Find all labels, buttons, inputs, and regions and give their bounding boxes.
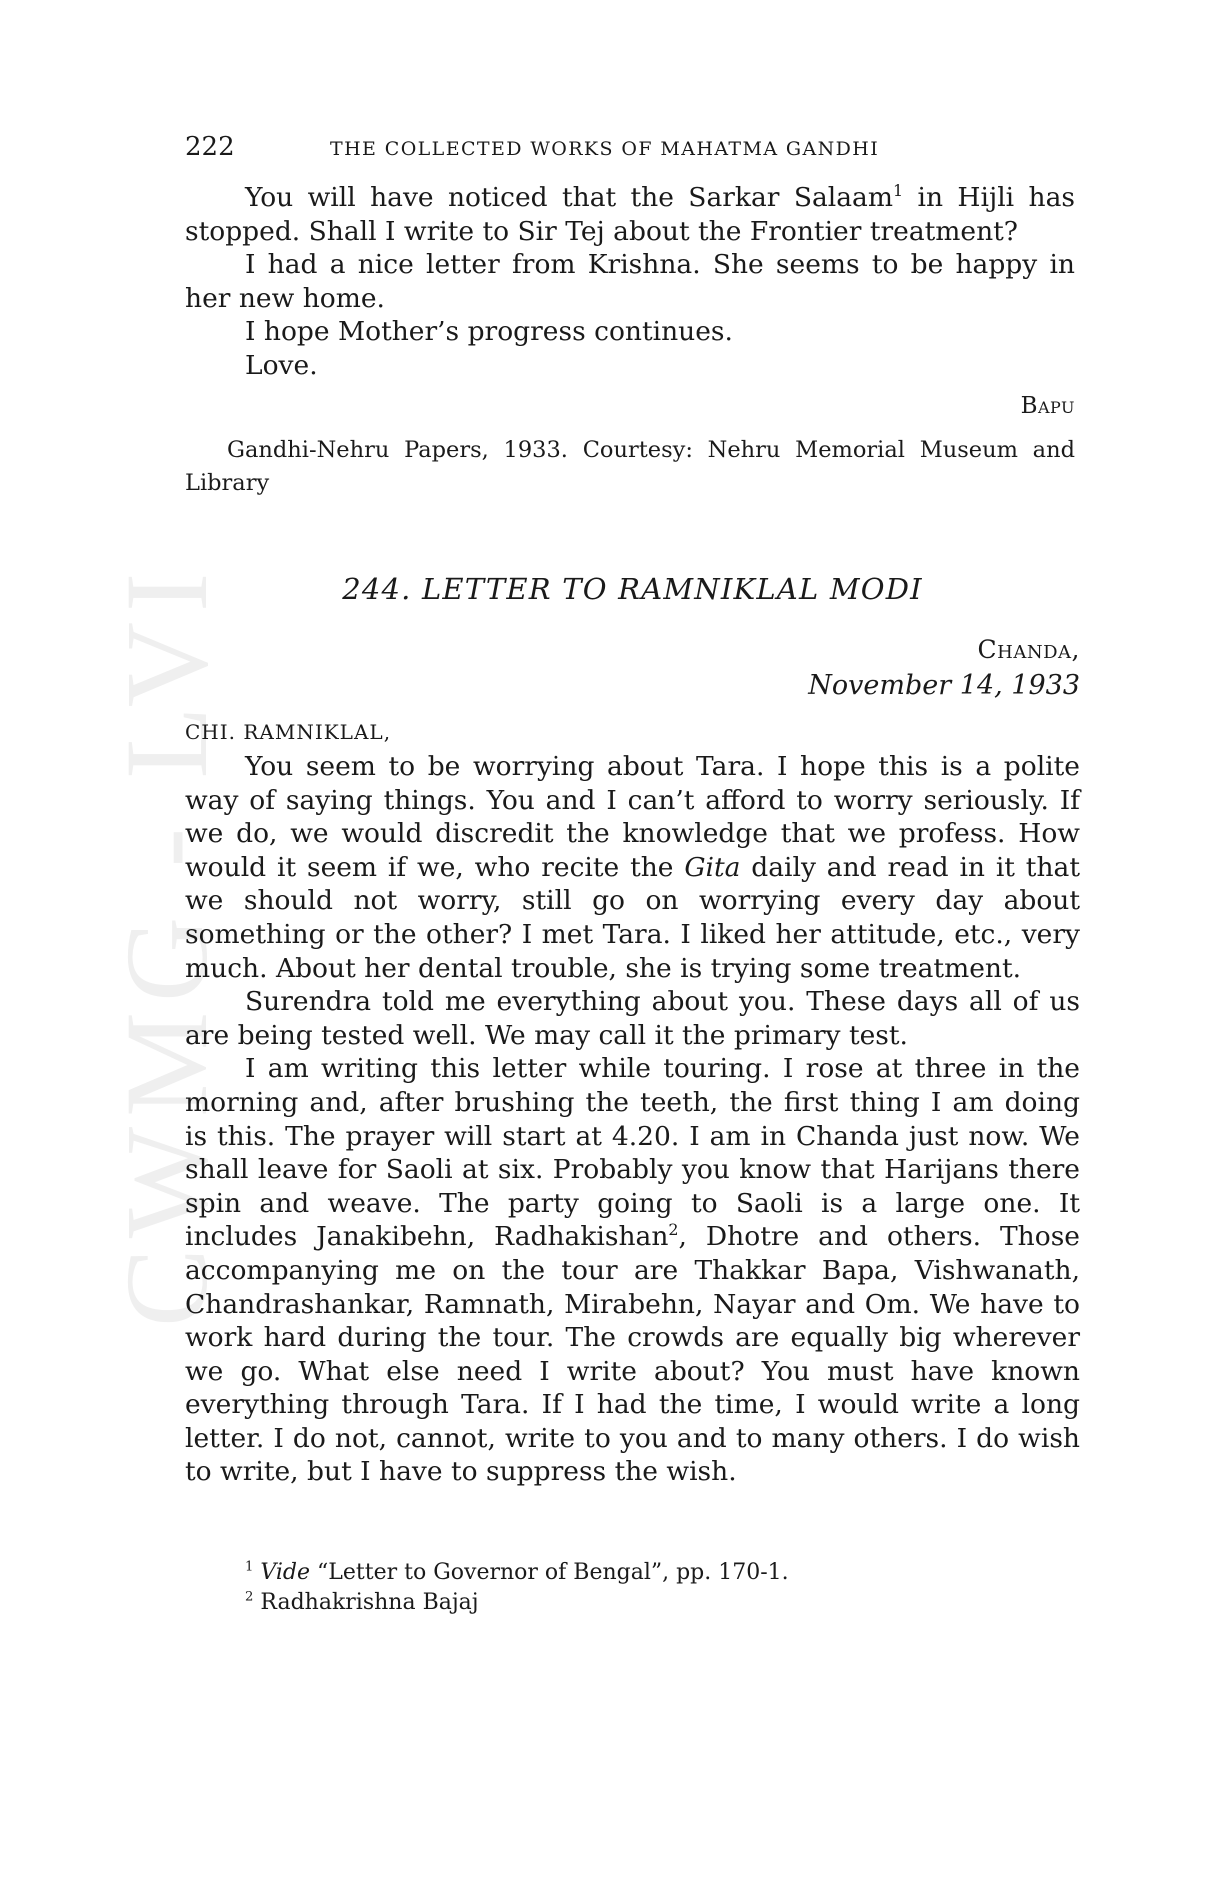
- letter-body: [185, 750, 1080, 1489]
- paragraph: I am writing this letter while touring. I rose at three in the morning and, after brushing the teeth, the first thing I am doing is this. The prayer will start at 4.20. I am in Chanda just now. We shall leave for Saoli at six. Probably you know that Harijans there spin and weave. The party going to Saoli is a large one. It includes Janakibehn, Radhakishan$^2$, Dhotre and others. Those accompanying me on the tour are Thakkar Bapa, Vishwanath, Chandrashankar, Ramnath, Mirabehn, Nayar and Om. We have to work hard during the tour. The crowds are equally big wherever we go. What else need I write about? You must have known everything through Tara. If I had the time, I would write a long letter. I do not, cannot, write to you and to many others. I do wish to write, but I have to suppress the wish.: [185, 1053, 1080, 1488]
- closing: Love.: [245, 349, 318, 381]
- footnotes: [245, 1558, 789, 1618]
- footnote-ref: 1: [892, 181, 904, 201]
- book-title: THE COLLECTED WORKS OF MAHATMA GANDHI: [330, 138, 880, 160]
- paragraph: You will have noticed that the Sarkar Salaam$^1$ in Hijli has stopped. Shall I write to Sir Tej about the Frontier treatment?: [185, 181, 1075, 247]
- letter-place: Chanda,: [977, 635, 1080, 664]
- footnote: $^2$ Radhakrishna Bajaj: [245, 1589, 479, 1615]
- letter-title: 244. LETTER TO RAMNIKLAL MODI: [342, 572, 923, 606]
- source-note: Gandhi-Nehru Papers, 1933. Courtesy: Nehru Memorial Museum and Library: [185, 437, 1075, 496]
- watermark: CWMG - LVI: [101, 562, 232, 1328]
- salutation: CHI. RAMNIKLAL,: [185, 720, 392, 744]
- running-head: [185, 132, 1080, 162]
- footnote-ref: 2: [668, 1220, 679, 1240]
- paragraph: I hope Mother’s progress continues.: [245, 316, 733, 348]
- letter-date: November 14, 1933: [808, 670, 1080, 701]
- paragraph: You seem to be worrying about Tara. I hope this is a polite way of saying things. You and I can’t afford to worry seriously. If we do, we would discredit the knowledge that we profess. How would it seem if we, who recite the Gita daily and read in it that we should not worry, still go on worrying every day about something or the other? I met Tara. I liked her attitude, etc., very much. About her dental trouble, she is trying some treatment.: [185, 751, 1080, 984]
- signature: Bapu: [1020, 392, 1075, 419]
- paragraph: Surendra told me everything about you. These days all of us are being tested well. We may call it the primary test.: [185, 986, 1080, 1051]
- footnote: $^1$ Vide “Letter to Governor of Bengal”, pp. 170-1.: [245, 1559, 789, 1585]
- paragraph: I had a nice letter from Krishna. She seems to be happy in her new home.: [185, 249, 1075, 314]
- page-number: 222: [185, 132, 235, 162]
- previous-letter-ending: [185, 181, 1075, 419]
